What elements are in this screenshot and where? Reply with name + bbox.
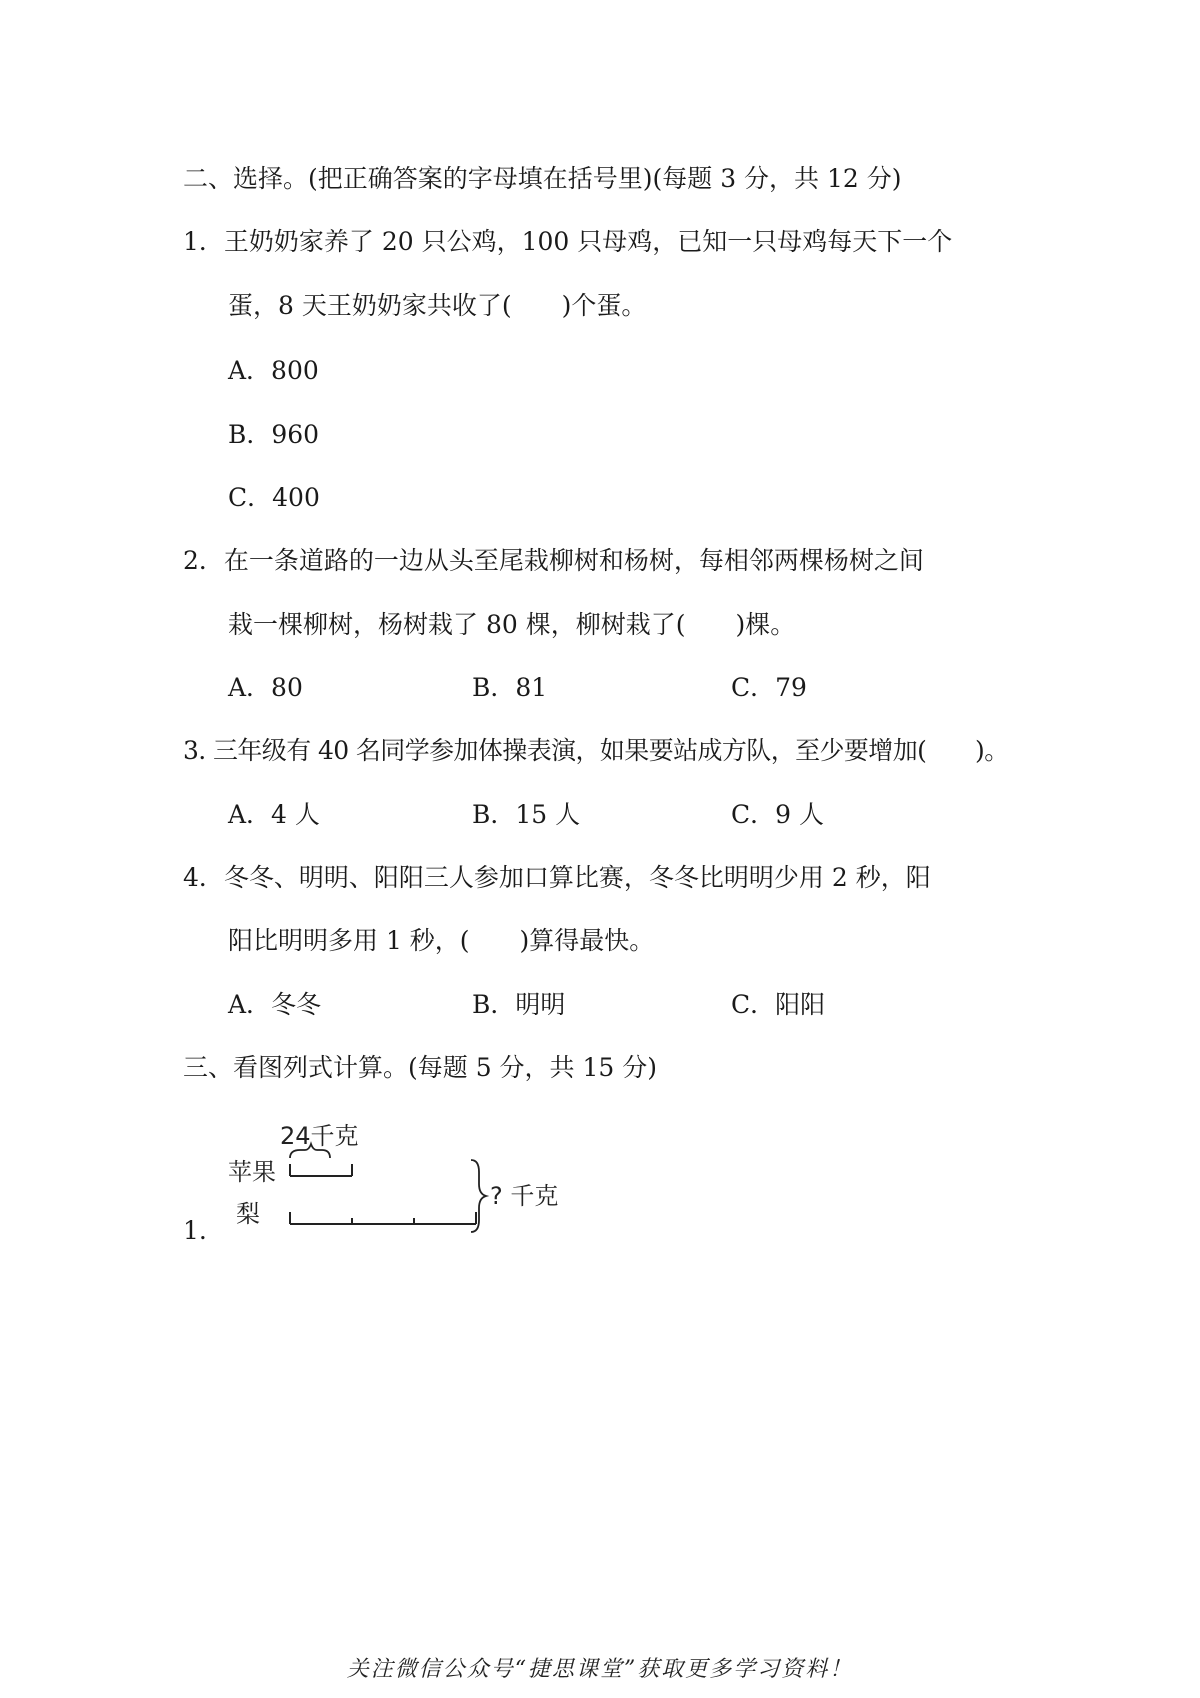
row2-label: 梨 (236, 1200, 260, 1228)
total-brace (471, 1160, 486, 1232)
section2-heading: 二、选择。(把正确答案的字母填在括号里)(每题 3 分，共 12 分) (183, 164, 902, 193)
item-1-number: 1. (183, 1216, 207, 1245)
question-2-line1: 2．在一条道路的一边从头至尾栽柳树和杨树，每相邻两棵杨树之间 (183, 546, 924, 575)
question-1-option-a: A．800 (228, 356, 319, 385)
question-2-line2: 栽一棵柳树，杨树栽了 80 棵，柳树栽了( )棵。 (228, 610, 796, 639)
row1-label: 苹果 (228, 1158, 276, 1186)
question-2-option-b: B．81 (472, 673, 548, 702)
question-4-line1: 4．冬冬、明明、阳阳三人参加口算比赛，冬冬比明明少用 2 秒，阳 (183, 863, 931, 892)
pear-segment (290, 1212, 476, 1224)
total-label: ? 千克 (490, 1182, 559, 1210)
question-4-option-c: C．阳阳 (731, 990, 826, 1019)
question-1-option-b: B．960 (228, 420, 320, 449)
segment-label: 24千克 (280, 1122, 359, 1150)
question-3-line1: 3. 三年级有 40 名同学参加体操表演，如果要站成方队，至少要增加( )。 (183, 736, 1009, 765)
question-2-option-c: C．79 (731, 673, 807, 702)
question-4-line2: 阳比明明多用 1 秒，( )算得最快。 (228, 926, 655, 955)
question-3-option-c: C．9 人 (731, 800, 824, 829)
question-1-line1: 1．王奶奶家养了 20 只公鸡，100 只母鸡，已知一只母鸡每天下一个 (183, 227, 953, 256)
question-1-option-c: C．400 (228, 483, 320, 512)
question-3-option-b: B．15 人 (472, 800, 581, 829)
question-3-option-a: A．4 人 (228, 800, 320, 829)
question-4-option-a: A．冬冬 (228, 990, 322, 1019)
section3-heading: 三、看图列式计算。(每题 5 分，共 15 分) (183, 1053, 658, 1082)
question-2-option-a: A．80 (228, 673, 303, 702)
question-1-line2: 蛋，8 天王奶奶家共收了( )个蛋。 (228, 291, 647, 320)
question-4-option-b: B．明明 (472, 990, 566, 1019)
footer-note: 关注微信公众号“捷思课堂”获取更多学习资料！ (346, 1657, 854, 1682)
line-segment-diagram (180, 1110, 600, 1240)
